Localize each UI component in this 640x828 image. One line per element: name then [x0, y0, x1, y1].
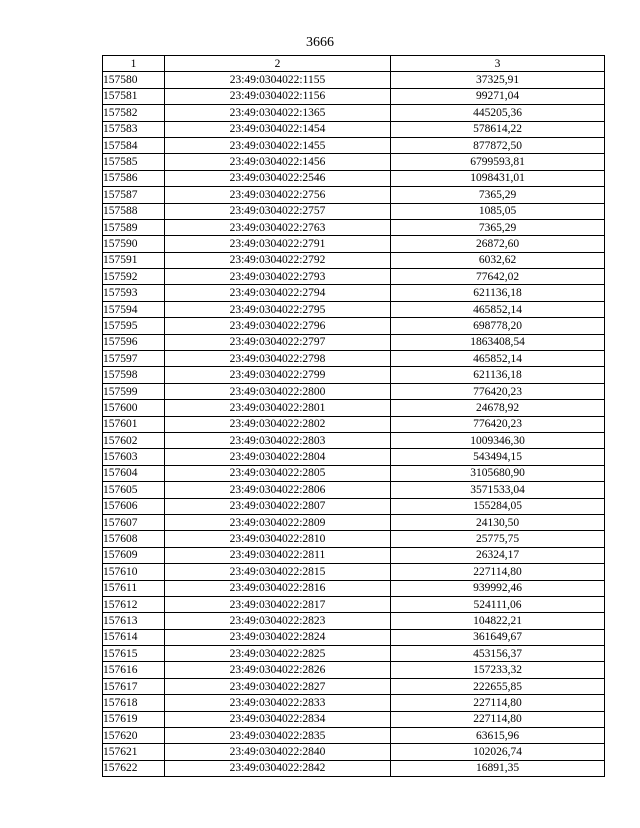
- table-row: [103, 711, 605, 727]
- table-row: [103, 646, 605, 662]
- cadastral-number: 23:49:0304022:2793: [165, 269, 391, 285]
- cadastral-number: 23:49:0304022:2810: [165, 531, 391, 547]
- row-number: 157602: [103, 432, 165, 448]
- table-row: [103, 629, 605, 645]
- cadastral-value: 1085,05: [391, 203, 605, 219]
- cadastral-number: 23:49:0304022:1456: [165, 154, 391, 170]
- row-number: 157606: [103, 498, 165, 514]
- cadastral-number: 23:49:0304022:2798: [165, 351, 391, 367]
- table-row: [103, 154, 605, 170]
- cadastral-value: 877872,50: [391, 137, 605, 153]
- table-row: [103, 449, 605, 465]
- row-number: 157588: [103, 203, 165, 219]
- cadastral-value: 63615,96: [391, 728, 605, 744]
- table-row: [103, 695, 605, 711]
- row-number: 157601: [103, 416, 165, 432]
- cadastral-value: 155284,05: [391, 498, 605, 514]
- cadastral-number: 23:49:0304022:2824: [165, 629, 391, 645]
- row-number: 157616: [103, 662, 165, 678]
- table-row: [103, 596, 605, 612]
- cadastral-value: 465852,14: [391, 351, 605, 367]
- cadastral-value: 1098431,01: [391, 170, 605, 186]
- cadastral-value: 102026,74: [391, 744, 605, 760]
- cadastral-value: 776420,23: [391, 383, 605, 399]
- cadastral-value: 361649,67: [391, 629, 605, 645]
- cadastral-value: 621136,18: [391, 285, 605, 301]
- cadastral-number: 23:49:0304022:2835: [165, 728, 391, 744]
- cadastral-number: 23:49:0304022:2809: [165, 514, 391, 530]
- row-number: 157585: [103, 154, 165, 170]
- table-row: [103, 564, 605, 580]
- cadastral-value: 776420,23: [391, 416, 605, 432]
- cadastral-number: 23:49:0304022:1155: [165, 72, 391, 88]
- row-number: 157618: [103, 695, 165, 711]
- row-number: 157605: [103, 482, 165, 498]
- cadastral-value: 157233,32: [391, 662, 605, 678]
- cadastral-value: 6032,62: [391, 252, 605, 268]
- cadastral-number: 23:49:0304022:2795: [165, 301, 391, 317]
- cadastral-number: 23:49:0304022:1455: [165, 137, 391, 153]
- cadastral-number: 23:49:0304022:2833: [165, 695, 391, 711]
- table-row: [103, 301, 605, 317]
- table-row: [103, 678, 605, 694]
- row-number: 157622: [103, 760, 165, 776]
- table-row: [103, 531, 605, 547]
- row-number: 157595: [103, 318, 165, 334]
- cadastral-value: 1009346,30: [391, 432, 605, 448]
- table-row: [103, 498, 605, 514]
- table-row: [103, 219, 605, 235]
- column-header-3: 3: [391, 56, 605, 72]
- cadastral-value: 222655,85: [391, 678, 605, 694]
- cadastral-value: 939992,46: [391, 580, 605, 596]
- row-number: 157596: [103, 334, 165, 350]
- row-number: 157582: [103, 105, 165, 121]
- row-number: 157580: [103, 72, 165, 88]
- cadastral-number: 23:49:0304022:2756: [165, 187, 391, 203]
- table-row: [103, 482, 605, 498]
- cadastral-value: 453156,37: [391, 646, 605, 662]
- table-row: [103, 285, 605, 301]
- row-number: 157607: [103, 514, 165, 530]
- cadastral-value: 1863408,54: [391, 334, 605, 350]
- cadastral-value: 37325,91: [391, 72, 605, 88]
- cadastral-value: 543494,15: [391, 449, 605, 465]
- cadastral-value: 104822,21: [391, 613, 605, 629]
- table-row: [103, 514, 605, 530]
- table-row: [103, 334, 605, 350]
- row-number: 157620: [103, 728, 165, 744]
- cadastral-number: 23:49:0304022:2802: [165, 416, 391, 432]
- table-row: [103, 351, 605, 367]
- table-row: [103, 580, 605, 596]
- cadastral-value: 6799593,81: [391, 154, 605, 170]
- table-row: [103, 318, 605, 334]
- cadastral-number: 23:49:0304022:2817: [165, 596, 391, 612]
- row-number: 157621: [103, 744, 165, 760]
- cadastral-number: 23:49:0304022:2811: [165, 547, 391, 563]
- row-number: 157608: [103, 531, 165, 547]
- row-number: 157619: [103, 711, 165, 727]
- table-row: [103, 662, 605, 678]
- cadastral-value: 227114,80: [391, 695, 605, 711]
- row-number: 157597: [103, 351, 165, 367]
- cadastral-number: 23:49:0304022:2834: [165, 711, 391, 727]
- cadastral-value: 26324,17: [391, 547, 605, 563]
- row-number: 157603: [103, 449, 165, 465]
- cadastral-value: 16891,35: [391, 760, 605, 776]
- row-number: 157614: [103, 629, 165, 645]
- page-number: 3666: [306, 35, 334, 50]
- cadastral-number: 23:49:0304022:2801: [165, 400, 391, 416]
- cadastral-number: 23:49:0304022:2840: [165, 744, 391, 760]
- row-number: 157604: [103, 465, 165, 481]
- column-header-2: 2: [165, 56, 391, 72]
- cadastral-value: 445205,36: [391, 105, 605, 121]
- cadastral-number: 23:49:0304022:2826: [165, 662, 391, 678]
- cadastral-value: 77642,02: [391, 269, 605, 285]
- table-row: [103, 367, 605, 383]
- table-row: [103, 203, 605, 219]
- cadastral-number: 23:49:0304022:2797: [165, 334, 391, 350]
- cadastral-number: 23:49:0304022:2804: [165, 449, 391, 465]
- table-row: [103, 269, 605, 285]
- cadastral-number: 23:49:0304022:1454: [165, 121, 391, 137]
- row-number: 157584: [103, 137, 165, 153]
- cadastral-number: 23:49:0304022:2842: [165, 760, 391, 776]
- row-number: 157587: [103, 187, 165, 203]
- row-number: 157592: [103, 269, 165, 285]
- cadastral-number: 23:49:0304022:2791: [165, 236, 391, 252]
- table-row: [103, 383, 605, 399]
- table-header: [103, 56, 605, 72]
- cadastral-number: 23:49:0304022:1156: [165, 88, 391, 104]
- header-row: [103, 56, 605, 72]
- row-number: 157589: [103, 219, 165, 235]
- cadastral-number: 23:49:0304022:2792: [165, 252, 391, 268]
- cadastral-number: 23:49:0304022:2546: [165, 170, 391, 186]
- cadastral-value: 3571533,04: [391, 482, 605, 498]
- row-number: 157613: [103, 613, 165, 629]
- cadastral-number: 23:49:0304022:2827: [165, 678, 391, 694]
- table-row: [103, 760, 605, 776]
- row-number: 157593: [103, 285, 165, 301]
- row-number: 157594: [103, 301, 165, 317]
- cadastral-number: 23:49:0304022:2807: [165, 498, 391, 514]
- table-row: [103, 744, 605, 760]
- row-number: 157586: [103, 170, 165, 186]
- cadastral-number: 23:49:0304022:2823: [165, 613, 391, 629]
- cadastral-number: 23:49:0304022:2794: [165, 285, 391, 301]
- row-number: 157610: [103, 564, 165, 580]
- cadastral-value: 698778,20: [391, 318, 605, 334]
- row-number: 157598: [103, 367, 165, 383]
- cadastral-value: 465852,14: [391, 301, 605, 317]
- table-row: [103, 72, 605, 88]
- row-number: 157599: [103, 383, 165, 399]
- cadastral-number: 23:49:0304022:2825: [165, 646, 391, 662]
- row-number: 157581: [103, 88, 165, 104]
- cadastral-number: 23:49:0304022:2806: [165, 482, 391, 498]
- cadastral-value: 7365,29: [391, 219, 605, 235]
- table-row: [103, 137, 605, 153]
- cadastral-number: 23:49:0304022:2800: [165, 383, 391, 399]
- table-row: [103, 170, 605, 186]
- row-number: 157600: [103, 400, 165, 416]
- column-header-1: 1: [103, 56, 165, 72]
- table-row: [103, 613, 605, 629]
- table-row: [103, 105, 605, 121]
- cadastral-number: 23:49:0304022:2796: [165, 318, 391, 334]
- cadastral-value: 227114,80: [391, 564, 605, 580]
- cadastral-value: 24678,92: [391, 400, 605, 416]
- table-body: [103, 72, 605, 777]
- cadastral-number: 23:49:0304022:2763: [165, 219, 391, 235]
- row-number: 157591: [103, 252, 165, 268]
- table-row: [103, 88, 605, 104]
- cadastral-number: 23:49:0304022:2803: [165, 432, 391, 448]
- cadastral-number: 23:49:0304022:2815: [165, 564, 391, 580]
- table-row: [103, 728, 605, 744]
- cadastral-number: 23:49:0304022:2805: [165, 465, 391, 481]
- table-row: [103, 400, 605, 416]
- cadastral-value: 99271,04: [391, 88, 605, 104]
- cadastral-value: 26872,60: [391, 236, 605, 252]
- row-number: 157590: [103, 236, 165, 252]
- table-row: [103, 465, 605, 481]
- cadastral-value: 3105680,90: [391, 465, 605, 481]
- table-row: [103, 416, 605, 432]
- cadastral-value: 227114,80: [391, 711, 605, 727]
- table-row: [103, 121, 605, 137]
- table-row: [103, 432, 605, 448]
- table-row: [103, 547, 605, 563]
- registry-table: [102, 55, 605, 777]
- cadastral-value: 524111,06: [391, 596, 605, 612]
- cadastral-value: 7365,29: [391, 187, 605, 203]
- cadastral-number: 23:49:0304022:1365: [165, 105, 391, 121]
- row-number: 157583: [103, 121, 165, 137]
- cadastral-value: 24130,50: [391, 514, 605, 530]
- row-number: 157615: [103, 646, 165, 662]
- row-number: 157611: [103, 580, 165, 596]
- cadastral-number: 23:49:0304022:2799: [165, 367, 391, 383]
- row-number: 157612: [103, 596, 165, 612]
- table-row: [103, 187, 605, 203]
- row-number: 157609: [103, 547, 165, 563]
- cadastral-value: 621136,18: [391, 367, 605, 383]
- table-row: [103, 252, 605, 268]
- cadastral-number: 23:49:0304022:2816: [165, 580, 391, 596]
- cadastral-number: 23:49:0304022:2757: [165, 203, 391, 219]
- row-number: 157617: [103, 678, 165, 694]
- cadastral-value: 25775,75: [391, 531, 605, 547]
- cadastral-value: 578614,22: [391, 121, 605, 137]
- table-row: [103, 236, 605, 252]
